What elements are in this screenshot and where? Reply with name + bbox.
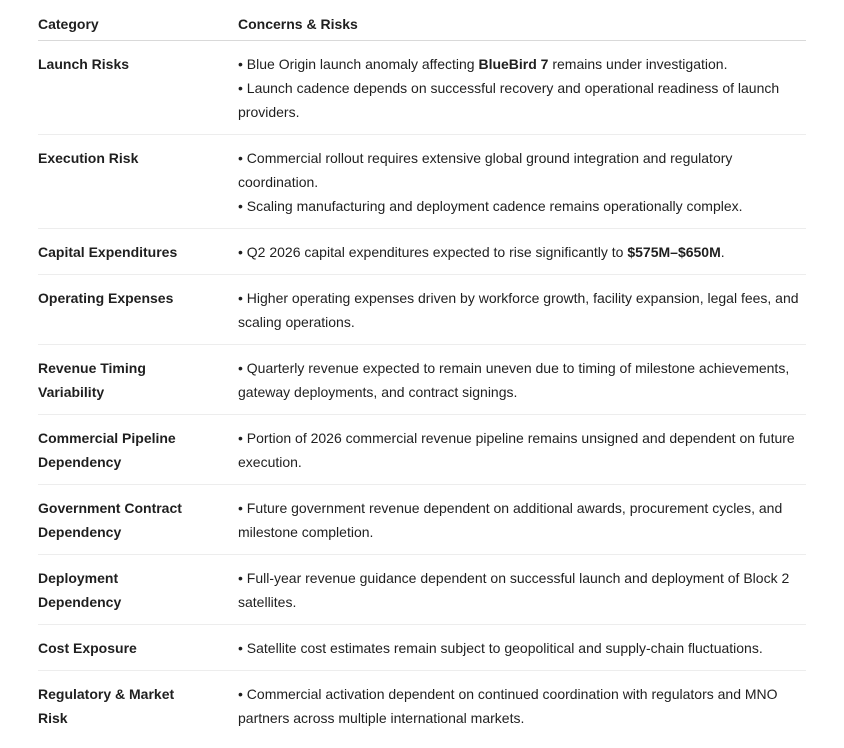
bullet-text: • Quarterly revenue expected to remain uneven due to timing of milestone achievements, gateway deployments, and contract signings. [238, 360, 790, 400]
category-cell: Deployment Dependency [38, 555, 238, 625]
category-cell: Capital Expenditures [38, 229, 238, 275]
risk-bullet-point [238, 356, 806, 404]
category-cell: Government Contract Dependency [38, 485, 238, 555]
concerns-cell [238, 555, 806, 625]
bullet-text: • Future government revenue dependent on additional awards, procurement cycles, and milestone completion. [238, 500, 783, 540]
risk-bullet-point [238, 426, 806, 474]
concerns-cell [238, 41, 806, 135]
emphasized-text: BlueBird 7 [478, 56, 549, 72]
concerns-cell [238, 345, 806, 415]
category-cell: Commercial Pipeline Dependency [38, 415, 238, 485]
concerns-cell [238, 275, 806, 345]
bullet-text: • Portion of 2026 commercial revenue pipeline remains unsigned and dependent on future execution. [238, 430, 795, 470]
category-cell: Launch Risks [38, 41, 238, 135]
risk-table-container [38, 0, 806, 740]
concerns-cell [238, 625, 806, 671]
bullet-text: remains under investigation. [548, 56, 728, 72]
bullet-text: • Satellite cost estimates remain subject to geopolitical and supply-chain fluctuations. [238, 640, 763, 656]
bullet-text: • Full-year revenue guidance dependent on successful launch and deployment of Block 2 satellites. [238, 570, 790, 610]
bullet-text: • Q2 2026 capital expenditures expected to rise significantly to [238, 244, 628, 260]
risk-bullet-point [238, 146, 806, 194]
bullet-text: • Launch cadence depends on successful recovery and operational readiness of launch providers. [238, 80, 780, 120]
table-row [38, 41, 806, 135]
table-row [38, 345, 806, 415]
concerns-cell [238, 415, 806, 485]
table-row [38, 625, 806, 671]
bullet-text: • Higher operating expenses driven by workforce growth, facility expansion, legal fees, and scaling operations. [238, 290, 799, 330]
bullet-text: • Commercial activation dependent on continued coordination with regulators and MNO partners across multiple international markets. [238, 686, 778, 726]
risk-table [38, 0, 806, 740]
bullet-text: • Blue Origin launch anomaly affecting [238, 56, 479, 72]
risk-bullet-point [238, 194, 806, 218]
table-body [38, 41, 806, 741]
risk-bullet-point [238, 496, 806, 544]
risk-bullet-point [238, 76, 806, 124]
emphasized-text: $575M–$650M [627, 244, 721, 260]
risk-bullet-point [238, 52, 806, 76]
category-cell: Operating Expenses [38, 275, 238, 345]
risk-bullet-point [238, 286, 806, 334]
category-cell: Cost Exposure [38, 625, 238, 671]
table-header-row [38, 0, 806, 41]
bullet-text: . [720, 244, 725, 260]
risk-bullet-point [238, 566, 806, 614]
column-header-category: Category [38, 0, 238, 41]
table-row [38, 485, 806, 555]
table-row [38, 135, 806, 229]
column-header-concerns: Concerns & Risks [238, 0, 806, 41]
table-row [38, 415, 806, 485]
category-cell: Revenue Timing Variability [38, 345, 238, 415]
concerns-cell [238, 229, 806, 275]
risk-bullet-point [238, 682, 806, 730]
category-cell: Regulatory & Market Risk [38, 686, 175, 726]
concerns-cell [238, 485, 806, 555]
table-row [38, 275, 806, 345]
bullet-text: • Commercial rollout requires extensive global ground integration and regulatory coordination. [238, 150, 733, 190]
concerns-cell [238, 135, 806, 229]
concerns-cell [238, 671, 806, 741]
table-row [38, 671, 806, 741]
table-row [38, 229, 806, 275]
risk-bullet-point [238, 636, 806, 660]
table-row [38, 555, 806, 625]
bullet-text: • Scaling manufacturing and deployment cadence remains operationally complex. [238, 198, 743, 214]
risk-bullet-point [238, 240, 806, 264]
category-cell: Execution Risk [38, 135, 238, 229]
